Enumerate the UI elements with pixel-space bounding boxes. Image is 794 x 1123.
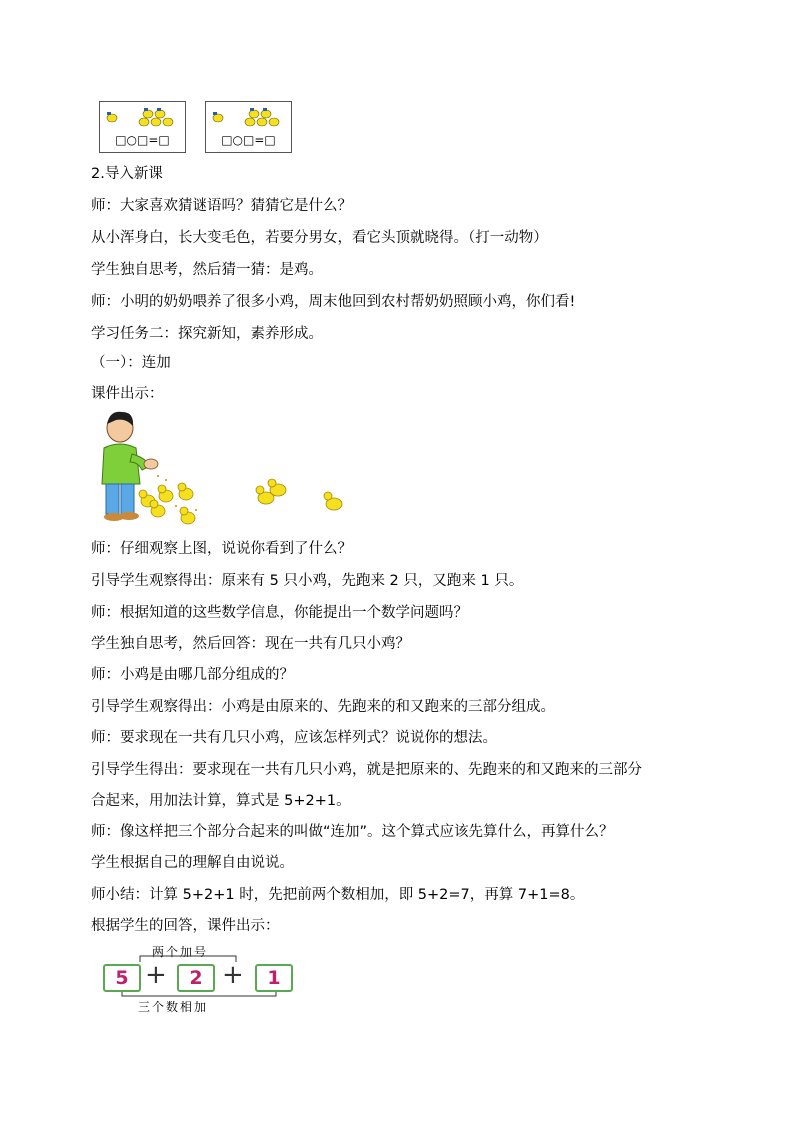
number-box-1: 1 xyxy=(255,964,293,992)
text-line: 师：像这样把三个部分合起来的叫做“连加”。这个算式应该先算什么，再算什么？ xyxy=(91,824,614,840)
text-line: 课件出示： xyxy=(91,386,164,402)
text-line: 师：仔细观察上图，说说你看到了什么？ xyxy=(91,541,352,557)
text-line: 学生独自思考，然后猜一猜：是鸡。 xyxy=(91,262,323,278)
text-line: 从小浑身白，长大变毛色，若要分男女，看它头顶就晓得。（打一动物） xyxy=(91,230,548,246)
text-line: 引导学生观察得出：小鸡是由原来的、先跑来的和又跑来的三部分组成。 xyxy=(91,699,555,715)
text-line: 引导学生观察得出：原来有 5 只小鸡，先跑来 2 只，又跑来 1 只。 xyxy=(91,573,524,589)
text-line: 引导学生得出：要求现在一共有几只小鸡，就是把原来的、先跑来的和又跑来的三部分 xyxy=(91,762,642,778)
text-line: 学生根据自己的理解自由说说。 xyxy=(91,855,294,871)
exercise-box-1 xyxy=(99,101,186,153)
bird-group-icon xyxy=(104,106,182,128)
text-line: 师：小明的奶奶喂养了很多小鸡，周末他回到农村帮奶奶照顾小鸡，你们看! xyxy=(91,294,576,310)
plus-sign: + xyxy=(222,960,244,990)
text-line: 学习任务二：探究新知，素养形成。 xyxy=(91,326,323,342)
text-line: 学生独自思考，然后回答：现在一共有几只小鸡？ xyxy=(91,636,410,652)
text-line: 师：根据知道的这些数学信息，你能提出一个数学问题吗？ xyxy=(91,605,468,621)
text-line: 合起来，用加法计算，算式是 5+2+1。 xyxy=(91,793,351,809)
section-heading: 2.导入新课 xyxy=(91,166,163,182)
bird-group-icon xyxy=(210,106,288,128)
boy-feeding-chicks-illustration xyxy=(96,406,366,530)
three-numbers-added-label: 三个数相加 xyxy=(138,1000,209,1014)
text-line: （一）：连加 xyxy=(91,355,171,371)
text-line: 根据学生的回答，课件出示： xyxy=(91,918,280,934)
exercise-expression: □○□=□ xyxy=(115,133,170,147)
chick-group-icon xyxy=(139,479,342,524)
two-plus-signs-label: 两个加号 xyxy=(152,945,209,959)
exercise-expression: □○□=□ xyxy=(221,133,276,147)
text-line: 师：大家喜欢猜谜语吗？猜猜它是什么？ xyxy=(91,198,352,214)
number-box-2: 2 xyxy=(177,964,215,992)
plus-sign: + xyxy=(145,960,167,990)
number-box-5: 5 xyxy=(103,964,141,992)
text-line: 师小结：计算 5+2+1 时，先把前两个数相加，即 5+2=7，再算 7+1=8。 xyxy=(91,887,585,903)
text-line: 师：要求现在一共有几只小鸡，应该怎样列式？说说你的想法。 xyxy=(91,730,497,746)
exercise-box-2 xyxy=(205,101,292,153)
text-line: 师：小鸡是由哪几部分组成的？ xyxy=(91,667,294,683)
